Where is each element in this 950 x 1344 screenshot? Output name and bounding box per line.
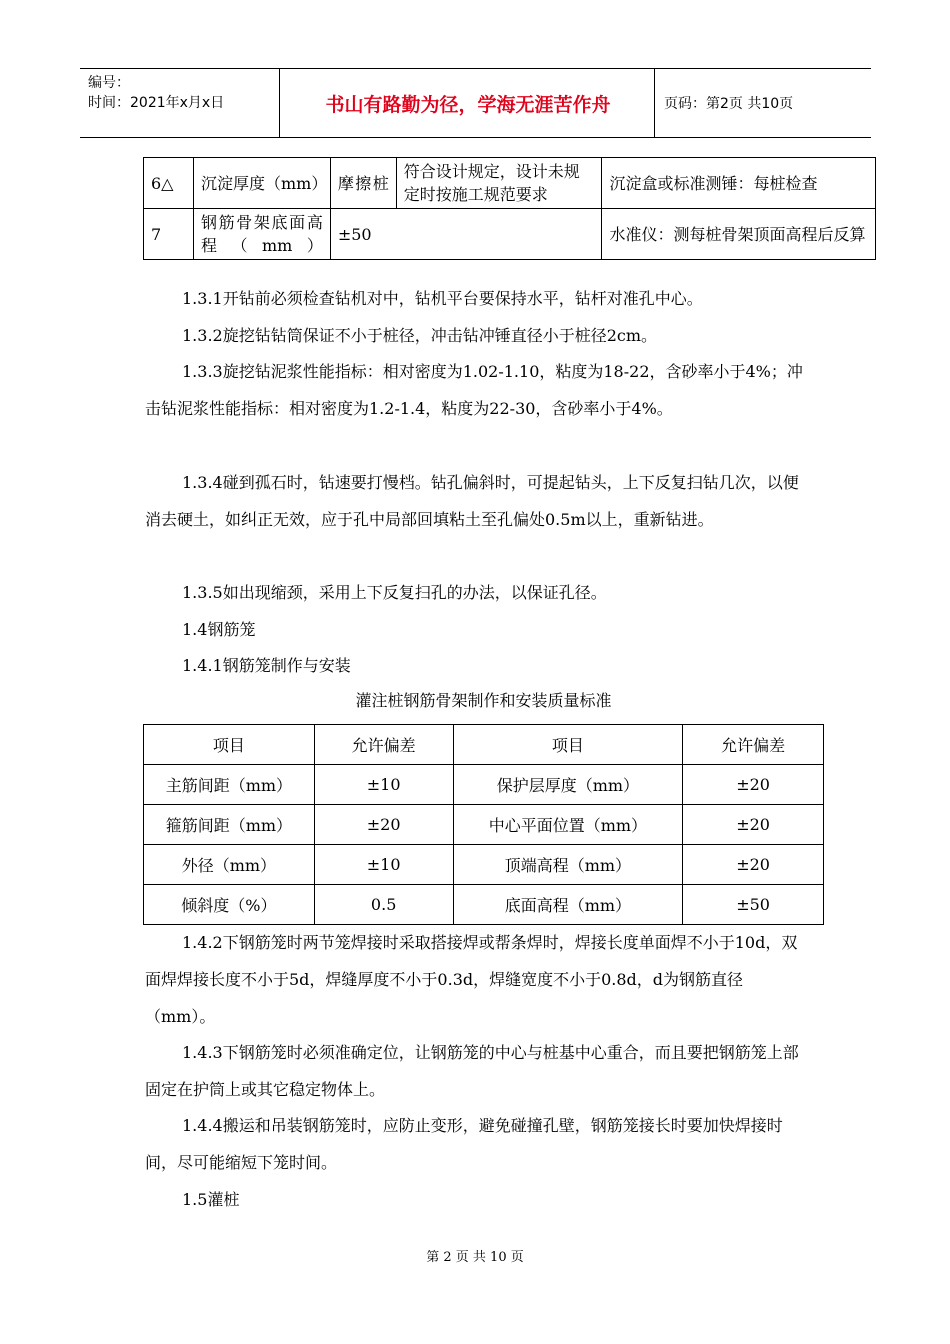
rebar-quality-table (143, 724, 824, 925)
paragraph: 1.4.2下钢筋笼时两节笼焊接时采取搭接焊或帮条焊时，焊接长度单面焊不小于10d，双面焊焊接长度不小于5d，焊缝厚度不小于0.3d，焊缝宽度不小于0.8d，d为钢筋直径（mm）。 (145, 933, 798, 1026)
table-row (144, 209, 876, 260)
paragraph: 1.3.4碰到孤石时，钻速要打慢档。钻孔偏斜时，可提起钻头，上下反复扫钻几次，以便消去硬土，如纠正无效，应于孔中局部回填粘土至孔偏处0.5m以上，重新钻进。 (145, 473, 799, 529)
table-cell: 顶端高程（mm） (453, 845, 683, 885)
table-cell: 摩擦桩 (330, 158, 396, 209)
inspection-table (143, 157, 876, 260)
table-cell: ±50 (330, 209, 602, 260)
table-cell: 保护层厚度（mm） (453, 765, 683, 805)
paragraph: 1.4.3下钢筋笼时必须准确定位，让钢筋笼的中心与桩基中心重合，而且要把钢筋笼上部固定在护筒上或其它稳定物体上。 (145, 1043, 799, 1099)
section-heading: 1.4钢筋笼 (182, 620, 256, 639)
table-row (144, 805, 824, 845)
table-cell: 箍筋间距（mm） (144, 805, 315, 845)
section-heading: 1.5灌桩 (182, 1190, 240, 1209)
table-cell: 沉淀厚度（mm） (193, 158, 330, 209)
column-header: 允许偏差 (314, 725, 453, 765)
page-header (80, 68, 871, 138)
subsection-heading: 1.4.1钢筋笼制作与安装 (182, 656, 351, 675)
column-header: 允许偏差 (683, 725, 824, 765)
table-cell: 7 (144, 209, 194, 260)
column-header: 项目 (144, 725, 315, 765)
header-motto: 书山有路勤为径，学海无涯苦作舟 (282, 69, 655, 137)
table-cell: 主筋间距（mm） (144, 765, 315, 805)
date-label: 时间：2021年x月x日 (88, 95, 225, 111)
table-cell: 底面高程（mm） (453, 885, 683, 925)
table-cell: ±10 (314, 765, 453, 805)
paragraph: 1.3.3旋挖钻泥浆性能指标：相对密度为1.02-1.10，粘度为18-22，含砂率小于4%；冲击钻泥浆性能指标：相对密度为1.2-1.4，粘度为22-30，含砂率小于4%。 (145, 362, 803, 418)
table-cell: ±20 (683, 845, 824, 885)
table-cell: 水准仪：测每桩骨架顶面高程后反算 (602, 209, 876, 260)
table-cell: ±20 (683, 765, 824, 805)
paragraph: 1.3.1开钻前必须检查钻机对中，钻机平台要保持水平，钻杆对准孔中心。 (182, 289, 703, 308)
table-cell: 6△ (144, 158, 194, 209)
table-cell: ±20 (683, 805, 824, 845)
header-page-info: 页码：第2页 共10页 (664, 96, 794, 112)
table-cell: 0.5 (314, 885, 453, 925)
column-header: 项目 (453, 725, 683, 765)
table-cell: 符合设计规定，设计未规定时按施工规范要求 (396, 158, 602, 209)
table-cell: 钢筋骨架底面高程（mm） (193, 209, 330, 260)
number-label: 编号： (88, 75, 130, 91)
table-caption: 灌注桩钢筋骨架制作和安装质量标准 (355, 691, 612, 710)
table-row (144, 885, 824, 925)
paragraph: 1.4.4搬运和吊装钢筋笼时，应防止变形，避免碰撞孔壁，钢筋笼接长时要加快焊接时间，尽可能缩短下笼时间。 (145, 1116, 783, 1172)
table-cell: ±10 (314, 845, 453, 885)
header-meta (80, 69, 280, 137)
table-cell: 外径（mm） (144, 845, 315, 885)
table-header-row (144, 725, 824, 765)
table-cell: 沉淀盒或标准测锤：每桩检查 (602, 158, 876, 209)
page-footer: 第 2 页 共 10 页 (426, 1250, 524, 1265)
table-row (144, 845, 824, 885)
paragraph: 1.3.2旋挖钻钻筒保证不小于桩径，冲击钻冲锤直径小于桩径2cm。 (182, 326, 658, 345)
table-cell: ±20 (314, 805, 453, 845)
table-cell: 中心平面位置（mm） (453, 805, 683, 845)
table-cell: 倾斜度（%） (144, 885, 315, 925)
table-cell: ±50 (683, 885, 824, 925)
paragraph: 1.3.5如出现缩颈，采用上下反复扫孔的办法，以保证孔径。 (182, 583, 607, 602)
table-row (144, 765, 824, 805)
table-row (144, 158, 876, 209)
